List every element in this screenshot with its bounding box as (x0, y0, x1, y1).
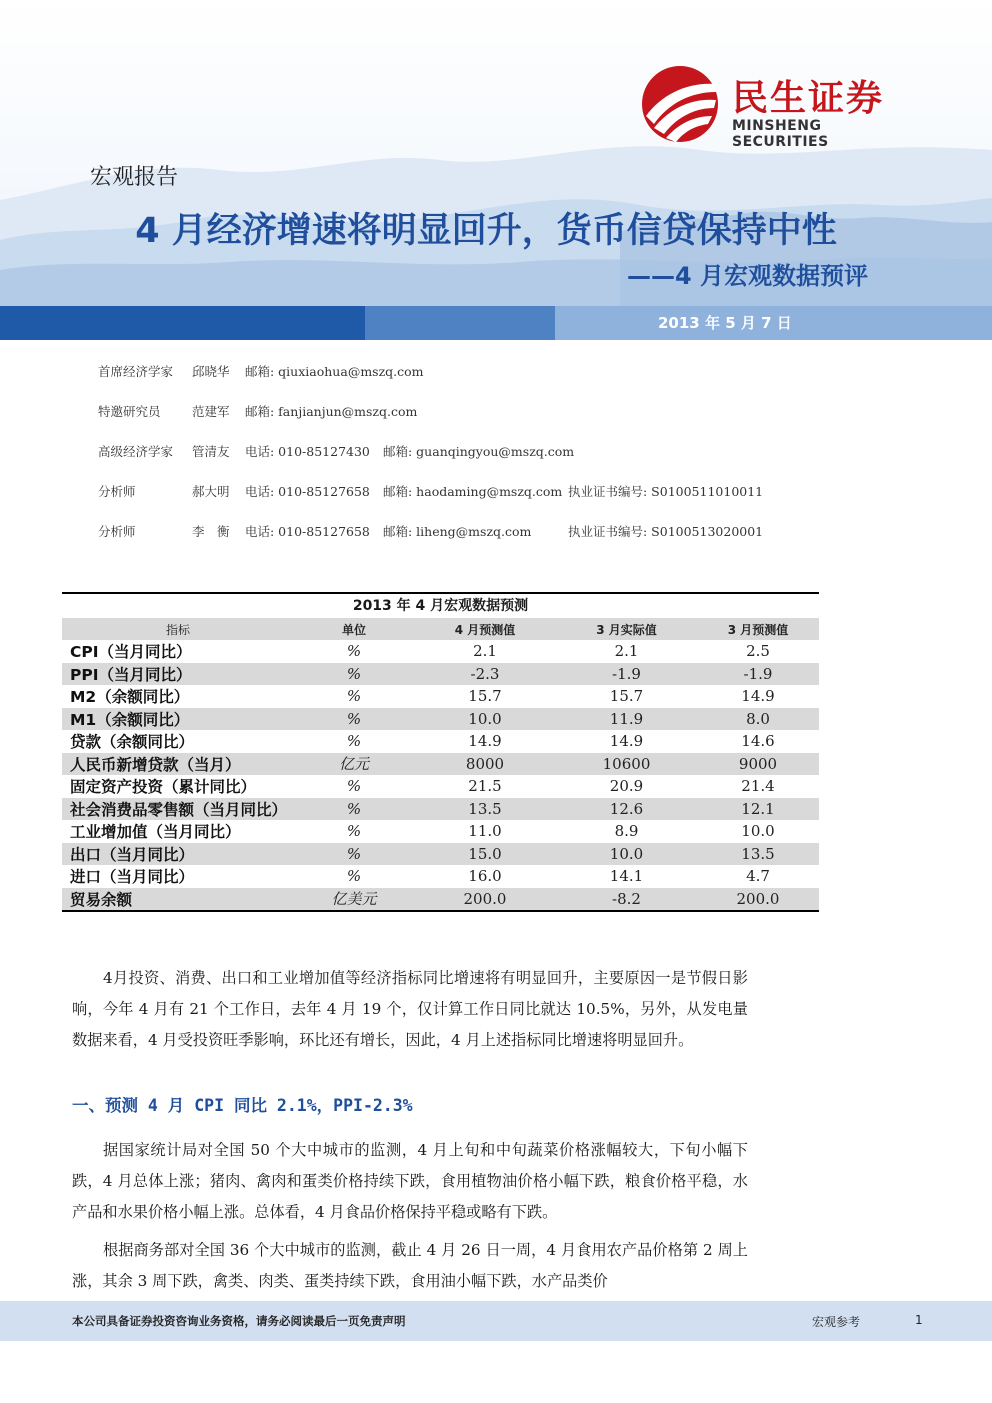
forecast-march-cell: 9000 (738, 754, 778, 773)
analyst-email: 邮箱: liheng@mszq.com (383, 524, 532, 539)
actual-march-cell: 15.7 (609, 687, 644, 706)
unit-cell: 亿元 (338, 755, 369, 774)
indicator-cell: 进口（当月同比） (70, 868, 195, 887)
forecast-april-cell: 2.1 (473, 642, 497, 661)
analyst-license: 执业证书编号: S0100513020001 (568, 524, 764, 539)
unit-cell: % (346, 844, 362, 863)
table-row (62, 820, 819, 843)
forecast-april-cell: 10.0 (468, 709, 502, 728)
analyst-role: 特邀研究员 (98, 404, 161, 419)
analyst-row (98, 442, 898, 482)
actual-march-cell: 8.9 (614, 822, 639, 841)
analyst-name: 李 衡 (192, 524, 230, 539)
forecast-march-cell: 21.4 (741, 777, 775, 796)
unit-cell: % (346, 777, 362, 796)
body-paragraph: 根据商务部对全国 36 个大中城市的监测，截止 4 月 26 日一周，4 月食用农产品价格第 2 周上涨，其余 3 周下跌，禽类、肉类、蛋类持续下跌，食用油小幅下跌，水产品类价 (72, 1241, 748, 1290)
actual-march-cell: 2.1 (614, 642, 639, 661)
section-heading: 一、预测 4 月 CPI 同比 2.1%，PPI-2.3% (72, 1096, 413, 1115)
indicator-cell: 人民币新增贷款（当月） (70, 755, 241, 774)
table-row (62, 843, 819, 866)
footer-disclaimer: 本公司具备证券投资咨询业务资格，请务必阅读最后一页免责声明 (72, 1314, 406, 1328)
header-banner (0, 0, 992, 306)
analyst-email: 邮箱: guanqingyou@mszq.com (383, 444, 575, 459)
report-title: 4 月经济增速将明显回升，货币信贷保持中性 (135, 211, 837, 251)
indicator-cell: 工业增加值（当月同比） (70, 823, 241, 842)
analyst-phone: 电话: 010-85127658 (245, 524, 370, 539)
analyst-row (98, 402, 898, 442)
analyst-row (98, 522, 898, 562)
indicator-cell: 固定资产投资（累计同比） (70, 778, 257, 797)
report-type: 宏观报告 (90, 165, 179, 190)
brand-name-cn: 民生证券 (732, 78, 885, 119)
analyst-row (98, 482, 898, 522)
report-subtitle: ——4 月宏观数据预评 (626, 262, 868, 290)
forecast-april-cell: 15.7 (468, 687, 502, 706)
forecast-april-cell: 200.0 (463, 889, 507, 908)
forecast-april-cell: 15.0 (468, 844, 502, 863)
table-row (62, 865, 819, 888)
brand-logo (640, 62, 920, 152)
analyst-role: 分析师 (98, 524, 136, 539)
table-row (62, 888, 819, 911)
analyst-role: 分析师 (98, 484, 136, 499)
table-row (62, 685, 819, 708)
body-paragraph: 4月投资、消费、出口和工业增加值等经济指标同比增速将有明显回升，主要原因一是节假日影响，今年 4 月有 21 个工作日，去年 4 月 19 个，仅计算工作日同比就达 10.5%，另外，从发电量数据来看，4 月受投资旺季影响，环比还有增长，因此，4 月上述指标同比增速将明显回升。 (72, 969, 748, 1049)
analyst-row (98, 362, 898, 402)
date-band (0, 306, 992, 340)
analyst-role: 高级经济学家 (98, 444, 174, 459)
unit-cell: % (346, 709, 362, 728)
table-row (62, 775, 819, 798)
footer-series: 宏观参考 (812, 1315, 861, 1329)
column-header: 单位 (341, 622, 366, 637)
analyst-list (98, 362, 898, 562)
forecast-april-cell: 16.0 (468, 867, 502, 886)
forecast-table (62, 592, 819, 912)
page-number: 1 (915, 1313, 923, 1327)
actual-march-cell: 10600 (602, 754, 651, 773)
indicator-cell: 贸易余额 (70, 890, 133, 909)
table-row (62, 730, 819, 753)
forecast-april-cell: 8000 (465, 754, 505, 773)
table-header-row (62, 618, 819, 640)
unit-cell: % (346, 867, 362, 886)
analyst-name: 郝大明 (192, 484, 230, 499)
unit-cell: % (346, 822, 362, 841)
indicator-cell: M2（余额同比） (70, 688, 190, 707)
actual-march-cell: 12.6 (609, 799, 644, 818)
actual-march-cell: 14.9 (609, 732, 644, 751)
table-row (62, 798, 819, 821)
actual-march-cell: 11.9 (609, 709, 644, 728)
unit-cell: % (346, 664, 362, 683)
forecast-april-cell: 11.0 (468, 822, 502, 841)
forecast-march-cell: 4.7 (746, 867, 770, 886)
indicator-cell: PPI（当月同比） (70, 665, 192, 684)
forecast-march-cell: 200.0 (736, 889, 780, 908)
unit-cell: % (346, 732, 362, 751)
analyst-name: 范建军 (192, 404, 230, 419)
table-row (62, 663, 819, 686)
page-footer (0, 1301, 992, 1341)
indicator-cell: M1（余额同比） (70, 710, 190, 729)
actual-march-cell: 10.0 (609, 844, 644, 863)
forecast-april-cell: 14.9 (468, 732, 502, 751)
actual-march-cell: 20.9 (609, 777, 644, 796)
unit-cell: % (346, 799, 362, 818)
analyst-phone: 电话: 010-85127430 (245, 444, 370, 459)
indicator-cell: CPI（当月同比） (70, 643, 192, 662)
indicator-cell: 出口（当月同比） (70, 845, 195, 864)
analyst-contact: 邮箱: fanjianjun@mszq.com (245, 404, 418, 419)
forecast-april-cell: -2.3 (470, 664, 500, 683)
forecast-march-cell: 10.0 (741, 822, 775, 841)
column-header: 3 月实际值 (596, 622, 657, 637)
report-date: 2013 年 5 月 7 日 (658, 314, 792, 332)
unit-cell: % (346, 642, 362, 661)
forecast-march-cell: -1.9 (743, 664, 773, 683)
minsheng-logo-icon (640, 64, 720, 144)
analyst-email: 邮箱: haodaming@mszq.com (383, 484, 563, 499)
forecast-march-cell: 12.1 (741, 799, 775, 818)
forecast-march-cell: 14.9 (741, 687, 775, 706)
actual-march-cell: -8.2 (612, 889, 641, 908)
column-header: 3 月预测值 (727, 622, 789, 637)
table-caption: 2013 年 4 月宏观数据预测 (352, 598, 529, 614)
unit-cell: % (346, 687, 362, 706)
table-row (62, 753, 819, 776)
forecast-april-cell: 13.5 (468, 799, 502, 818)
column-header: 4 月预测值 (454, 622, 516, 637)
analyst-license: 执业证书编号: S0100511010011 (568, 484, 764, 499)
forecast-march-cell: 2.5 (746, 642, 770, 661)
column-header: 指标 (165, 622, 190, 637)
forecast-march-cell: 8.0 (746, 709, 770, 728)
table-row (62, 640, 819, 663)
brand-name-en: MINSHENG SECURITIES (732, 118, 829, 150)
analyst-role: 首席经济学家 (98, 364, 174, 379)
forecast-march-cell: 14.6 (741, 732, 775, 751)
forecast-march-cell: 13.5 (741, 844, 775, 863)
table-row (62, 708, 819, 731)
unit-cell: 亿美元 (331, 890, 377, 909)
analyst-name: 邱晓华 (192, 364, 230, 379)
body-paragraph: 据国家统计局对全国 50 个大中城市的监测，4 月上旬和中旬蔬菜价格涨幅较大，下旬小幅下跌，4 月总体上涨；猪肉、禽肉和蛋类价格持续下跌，食用植物油价格小幅下跌，粮食价格平稳，水产品和水果价格小幅上涨。总体看，4 月食品价格保持平稳或略有下跌。 (72, 1141, 748, 1221)
indicator-cell: 社会消费品零售额（当月同比） (70, 800, 288, 819)
analyst-contact: 邮箱: qiuxiaohua@mszq.com (245, 364, 424, 379)
actual-march-cell: 14.1 (609, 867, 644, 886)
actual-march-cell: -1.9 (612, 664, 641, 683)
indicator-cell: 贷款（余额同比） (70, 733, 195, 752)
analyst-phone: 电话: 010-85127658 (245, 484, 370, 499)
analyst-name: 管清友 (192, 444, 230, 459)
forecast-april-cell: 21.5 (468, 777, 502, 796)
